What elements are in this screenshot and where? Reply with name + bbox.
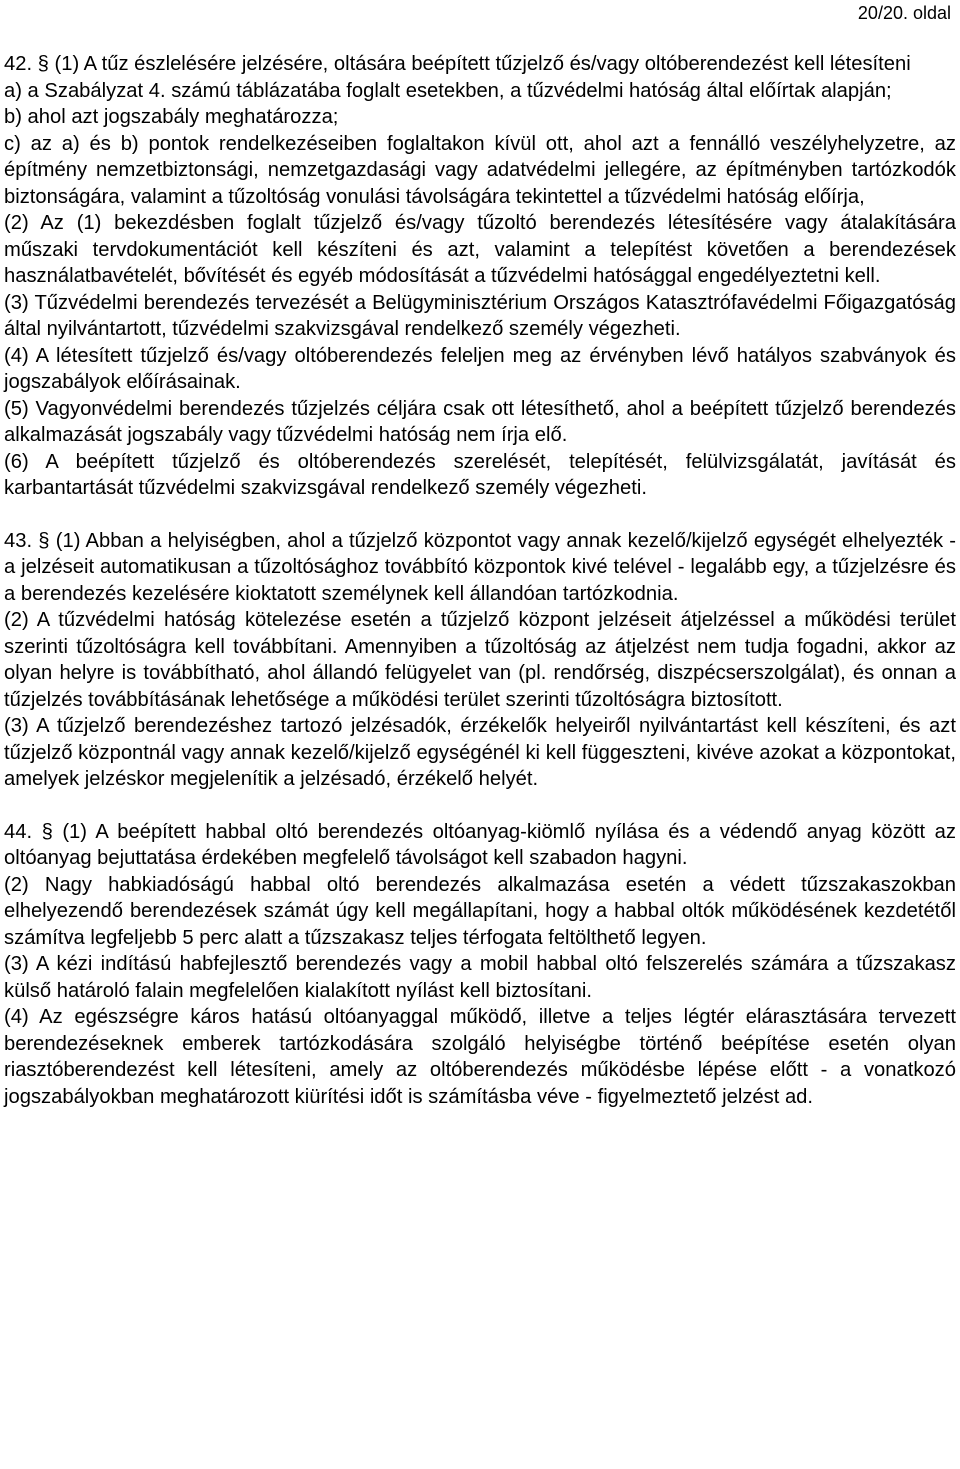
paragraph: 42. § (1) A tűz észlelésére jelzésére, oltására beépített tűzjelző és/vagy oltóberendezést kell létesíteni — [4, 53, 911, 75]
paragraph: (2) A tűzvédelmi hatóság kötelezése esetén a tűzjelző központ jelzéseit átjelzéssel a működési terület szerinti tűzoltóságra kell továbbítani. Amennyiben a tűzoltóság az átjelzést nem tudja fogadni, akkor az olyan helyre is továbbítható, ahol állandó felügyelet van (pl. rendőrség, diszpécserszolgálat), és onnan a tűzjelzés továbbításának lehetősége a működési terület szerinti tűzoltóságra biztosított. — [4, 609, 956, 711]
paragraph: 44. § (1) A beépített habbal oltó berendezés oltóanyag-kiömlő nyílása és a védendő anyag között az oltóanyag bejuttatása érdekében megfelelő távolságot kell szabadon hagyni. — [4, 820, 956, 869]
section-42 — [4, 51, 956, 502]
paragraph: b) ahol azt jogszabály meghatározza; — [4, 106, 339, 128]
paragraph: (3) A tűzjelző berendezéshez tartozó jelzésadók, érzékelők helyeiről nyilvántartást kell készíteni, és azt tűzjelző központnál vagy annak kezelő/kijelző egységénél ki kell függeszteni, kivéve azokat a központokat, amelyek jelzéskor megjelenítik a jelzésadó, érzékelő helyét. — [4, 715, 956, 790]
paragraph: (3) A kézi indítású habfejlesztő berendezés vagy a mobil habbal oltó felszerelés számára a tűzszakasz külső határoló falain megfelelően kialakított nyílást kell biztosítani. — [4, 953, 956, 1002]
paragraph: a) a Szabályzat 4. számú táblázatába foglalt esetekben, a tűzvédelmi hatóság által előírtak alapján; — [4, 79, 892, 102]
paragraph: (4) A létesített tűzjelző és/vagy oltóberendezés feleljen meg az érvényben lévő hatályos szabványok és jogszabályok előírásainak. — [4, 344, 956, 393]
paragraph: c) az a) és b) pontok rendelkezéseiben foglaltakon kívül ott, ahol azt a fennálló veszélyhelyzetre, az építmény nemzetbiztonsági, nemzetgazdasági vagy adatvédelmi jellegére, az építményben tartózkodók biztonságára, valamint a tűzoltóság vonulási távolságára tekintettel a tűzvédelmi hatóság előírja, — [4, 132, 956, 208]
page-number-label: 20/20. oldal — [857, 3, 951, 23]
paragraph: (2) Az (1) bekezdésben foglalt tűzjelző és/vagy tűzoltó berendezés létesítésére vagy átalakítására műszaki tervdokumentációt kell készíteni és azt, valamint a telepítést követően a berendezések használatbavételét, bővítését és egyéb módosítását a tűzvédelmi hatósággal engedélyeztetni kell. — [4, 212, 956, 287]
paragraph: (4) Az egészségre káros hatású oltóanyaggal működő, illetve a teljes légtér elárasztására tervezett berendezéseknek emberek tartózkodására szolgáló helyiségbe történő beépítése esetén olyan riasztóberendezést kell létesíteni, amely az oltóberendezés működésbe lépése előtt - a vonatkozó jogszabályokban meghatározott kiürítési időt is számításba véve - figyelmeztető jelzést ad. — [4, 1006, 956, 1108]
section-43 — [4, 528, 956, 793]
paragraph: (6) A beépített tűzjelző és oltóberendezés szerelését, telepítését, felülvizsgálatát, javítását és karbantartását tűzvédelmi szakvizsgával rendelkező személy végezheti. — [4, 450, 956, 499]
document-body — [4, 51, 956, 1110]
section-44 — [4, 819, 956, 1111]
paragraph: (3) Tűzvédelmi berendezés tervezését a Belügyminisztérium Országos Katasztrófavédelmi Főigazgatóság által nyilvántartott, tűzvédelmi szakvizsgával rendelkező személy végezheti. — [4, 291, 956, 340]
paragraph: (2) Nagy habkiadóságú habbal oltó berendezés alkalmazása esetén a védett tűzszakaszokban elhelyezendő berendezések számát úgy kell megállapítani, hogy a habbal oltók működésének kezdetétől számítva legfeljebb 5 perc alatt a tűzszakasz teljes térfogata feltölthető legyen. — [4, 873, 956, 949]
paragraph: 43. § (1) Abban a helyiségben, ahol a tűzjelző központot vagy annak kezelő/kijelző egységét elhelyezték - a jelzéseit automatikusan a tűzoltósághoz továbbító központok kivé telével - legalább egy, a tűzjelzésre és a berendezés kezelésére kioktatott személynek kell állandóan tartózkodnia. — [4, 529, 956, 605]
paragraph: (5) Vagyonvédelmi berendezés tűzjelzés céljára csak ott létesíthető, ahol a beépített tűzjelző berendezés alkalmazását jogszabály vagy tűzvédelmi hatóság nem írja elő. — [4, 397, 956, 446]
